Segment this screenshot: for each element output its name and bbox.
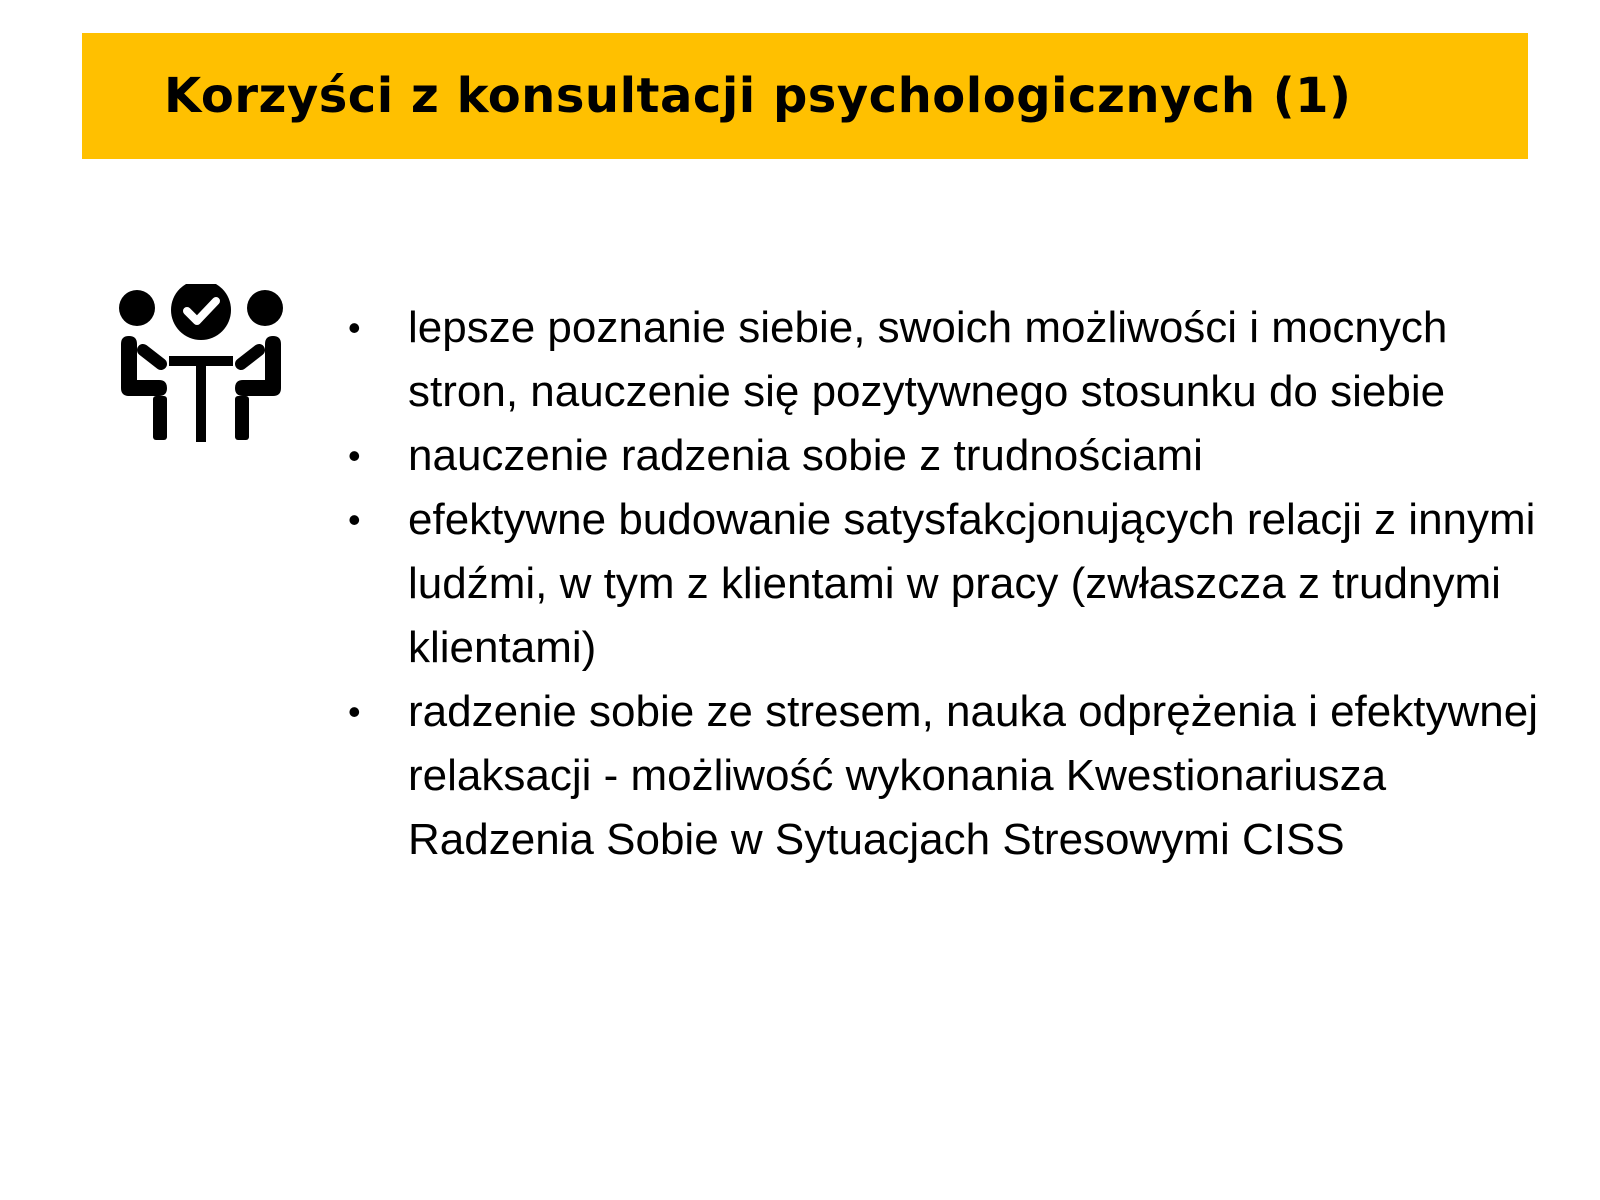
bullet-marker: • [348, 435, 361, 476]
list-item [340, 680, 1560, 872]
list-item-text: efektywne budowanie satysfakcjonujących relacji z innymi ludźmi, w tym z klientami w pracy (zwłaszcza z trudnymi klientami) [408, 495, 1536, 672]
consultation-people-check-icon [117, 284, 285, 452]
list-item [340, 296, 1560, 424]
list-item-text: nauczenie radzenia sobie z trudnościami [408, 431, 1203, 480]
benefits-list [340, 296, 1560, 872]
list-item-text: radzenie sobie ze stresem, nauka odprężenia i efektywnej relaksacji - możliwość wykonania Kwestionariusza Radzenia Sobie w Sytuacjach Stresowymi CISS [408, 687, 1538, 864]
bullet-marker: • [348, 499, 361, 540]
bullet-marker: • [348, 307, 361, 348]
title-bar [82, 33, 1528, 159]
list-item [340, 488, 1560, 680]
slide-title: Korzyści z konsultacji psychologicznych (1) [164, 68, 1352, 124]
list-item [340, 424, 1560, 488]
list-item-text: lepsze poznanie siebie, swoich możliwości i mocnych stron, nauczenie się pozytywnego stosunku do siebie [408, 303, 1448, 416]
bullet-marker: • [348, 691, 361, 732]
